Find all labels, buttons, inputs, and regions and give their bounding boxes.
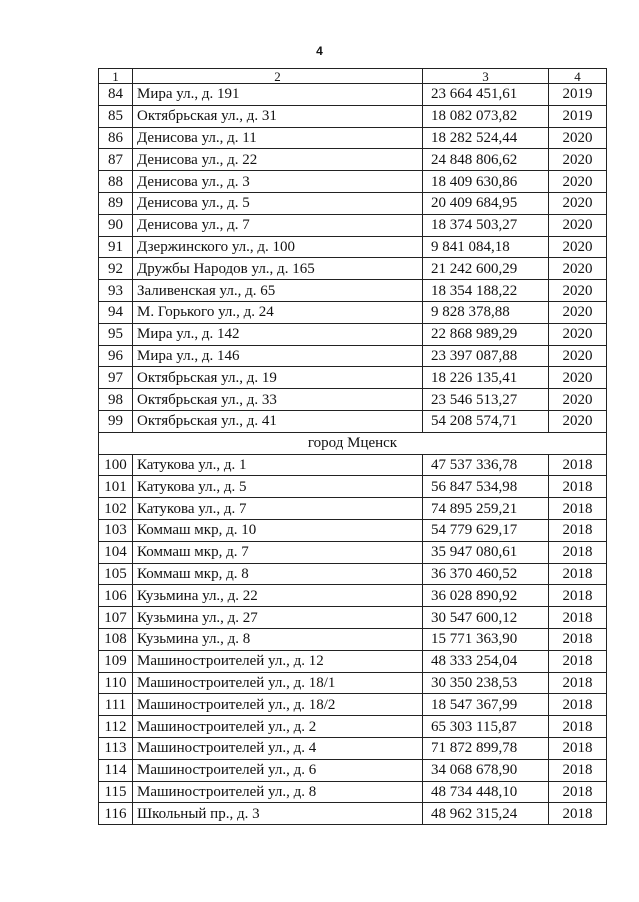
row-address: Дружбы Народов ул., д. 165 <box>133 258 423 280</box>
row-year: 2018 <box>549 716 607 738</box>
row-address: Машиностроителей ул., д. 2 <box>133 716 423 738</box>
row-year: 2020 <box>549 301 607 323</box>
row-number: 89 <box>99 192 133 214</box>
row-address: Машиностроителей ул., д. 18/1 <box>133 672 423 694</box>
row-year: 2020 <box>549 127 607 149</box>
row-amount: 9 841 084,18 <box>423 236 549 258</box>
row-number: 116 <box>99 803 133 825</box>
row-number: 106 <box>99 585 133 607</box>
row-year: 2020 <box>549 236 607 258</box>
row-year: 2020 <box>549 258 607 280</box>
row-address: Машиностроителей ул., д. 12 <box>133 650 423 672</box>
table-row <box>99 585 607 607</box>
row-amount: 15 771 363,90 <box>423 628 549 650</box>
row-year: 2020 <box>549 280 607 302</box>
row-number: 102 <box>99 498 133 520</box>
row-year: 2018 <box>549 498 607 520</box>
row-amount: 9 828 378,88 <box>423 301 549 323</box>
table-row <box>99 716 607 738</box>
table-row <box>99 84 607 106</box>
row-address: Катукова ул., д. 1 <box>133 454 423 476</box>
row-address: Машиностроителей ул., д. 8 <box>133 781 423 803</box>
row-amount: 65 303 115,87 <box>423 716 549 738</box>
row-address: Коммаш мкр, д. 10 <box>133 519 423 541</box>
row-number: 84 <box>99 84 133 106</box>
row-amount: 18 282 524,44 <box>423 127 549 149</box>
row-year: 2018 <box>549 607 607 629</box>
table-row <box>99 345 607 367</box>
row-number: 97 <box>99 367 133 389</box>
row-number: 88 <box>99 171 133 193</box>
row-year: 2019 <box>549 105 607 127</box>
row-address: Октябрьская ул., д. 31 <box>133 105 423 127</box>
row-number: 85 <box>99 105 133 127</box>
row-address: Катукова ул., д. 5 <box>133 476 423 498</box>
register-table-body <box>99 69 607 825</box>
row-number: 113 <box>99 737 133 759</box>
row-number: 93 <box>99 280 133 302</box>
row-address: Денисова ул., д. 22 <box>133 149 423 171</box>
row-address: Мира ул., д. 146 <box>133 345 423 367</box>
row-address: Мира ул., д. 142 <box>133 323 423 345</box>
row-number: 86 <box>99 127 133 149</box>
table-row <box>99 519 607 541</box>
row-number: 101 <box>99 476 133 498</box>
row-year: 2020 <box>549 214 607 236</box>
row-number: 95 <box>99 323 133 345</box>
table-row <box>99 781 607 803</box>
table-row <box>99 563 607 585</box>
row-year: 2020 <box>549 367 607 389</box>
row-year: 2018 <box>549 519 607 541</box>
table-row <box>99 476 607 498</box>
row-address: Коммаш мкр, д. 8 <box>133 563 423 585</box>
row-number: 109 <box>99 650 133 672</box>
row-amount: 36 370 460,52 <box>423 563 549 585</box>
row-number: 107 <box>99 607 133 629</box>
table-row <box>99 541 607 563</box>
table-row <box>99 236 607 258</box>
table-row <box>99 192 607 214</box>
table-row <box>99 127 607 149</box>
table-row <box>99 258 607 280</box>
table-row <box>99 171 607 193</box>
row-amount: 47 537 336,78 <box>423 454 549 476</box>
column-number-row <box>99 69 607 84</box>
column-number-4: 4 <box>549 69 607 84</box>
row-amount: 30 547 600,12 <box>423 607 549 629</box>
row-year: 2018 <box>549 759 607 781</box>
row-year: 2018 <box>549 563 607 585</box>
row-number: 114 <box>99 759 133 781</box>
row-address: Денисова ул., д. 11 <box>133 127 423 149</box>
table-row <box>99 454 607 476</box>
row-address: Октябрьская ул., д. 19 <box>133 367 423 389</box>
register-table <box>98 68 607 825</box>
row-amount: 20 409 684,95 <box>423 192 549 214</box>
row-year: 2018 <box>549 628 607 650</box>
row-number: 100 <box>99 454 133 476</box>
row-year: 2018 <box>549 650 607 672</box>
row-amount: 22 868 989,29 <box>423 323 549 345</box>
row-amount: 24 848 806,62 <box>423 149 549 171</box>
table-row <box>99 803 607 825</box>
row-year: 2020 <box>549 345 607 367</box>
table-row <box>99 628 607 650</box>
row-amount: 54 779 629,17 <box>423 519 549 541</box>
row-amount: 18 374 503,27 <box>423 214 549 236</box>
row-amount: 18 082 073,82 <box>423 105 549 127</box>
column-number-2: 2 <box>133 69 423 84</box>
row-number: 103 <box>99 519 133 541</box>
column-number-1: 1 <box>99 69 133 84</box>
row-address: Машиностроителей ул., д. 6 <box>133 759 423 781</box>
row-amount: 18 226 135,41 <box>423 367 549 389</box>
table-row <box>99 650 607 672</box>
row-address: Октябрьская ул., д. 33 <box>133 389 423 411</box>
row-amount: 18 547 367,99 <box>423 694 549 716</box>
row-address: Кузьмина ул., д. 8 <box>133 628 423 650</box>
row-address: Коммаш мкр, д. 7 <box>133 541 423 563</box>
row-address: Октябрьская ул., д. 41 <box>133 410 423 432</box>
column-number-3: 3 <box>423 69 549 84</box>
row-year: 2018 <box>549 476 607 498</box>
table-row <box>99 389 607 411</box>
row-address: М. Горького ул., д. 24 <box>133 301 423 323</box>
table-row <box>99 694 607 716</box>
row-number: 112 <box>99 716 133 738</box>
table-row <box>99 410 607 432</box>
row-number: 105 <box>99 563 133 585</box>
row-number: 96 <box>99 345 133 367</box>
row-amount: 23 664 451,61 <box>423 84 549 106</box>
row-address: Денисова ул., д. 3 <box>133 171 423 193</box>
row-year: 2018 <box>549 694 607 716</box>
row-number: 92 <box>99 258 133 280</box>
row-address: Заливенская ул., д. 65 <box>133 280 423 302</box>
row-amount: 21 242 600,29 <box>423 258 549 280</box>
row-address: Дзержинского ул., д. 100 <box>133 236 423 258</box>
row-amount: 71 872 899,78 <box>423 737 549 759</box>
row-amount: 36 028 890,92 <box>423 585 549 607</box>
row-year: 2018 <box>549 541 607 563</box>
page-number: 4 <box>316 44 323 58</box>
row-year: 2018 <box>549 454 607 476</box>
row-number: 99 <box>99 410 133 432</box>
row-number: 111 <box>99 694 133 716</box>
table-row <box>99 498 607 520</box>
section-row <box>99 432 607 454</box>
row-address: Школьный пр., д. 3 <box>133 803 423 825</box>
row-amount: 48 734 448,10 <box>423 781 549 803</box>
row-amount: 74 895 259,21 <box>423 498 549 520</box>
row-year: 2018 <box>549 803 607 825</box>
table-row <box>99 301 607 323</box>
row-amount: 18 409 630,86 <box>423 171 549 193</box>
row-address: Денисова ул., д. 7 <box>133 214 423 236</box>
table-row <box>99 323 607 345</box>
table-row <box>99 280 607 302</box>
row-number: 115 <box>99 781 133 803</box>
row-amount: 34 068 678,90 <box>423 759 549 781</box>
row-number: 87 <box>99 149 133 171</box>
table-row <box>99 672 607 694</box>
row-number: 108 <box>99 628 133 650</box>
row-amount: 23 546 513,27 <box>423 389 549 411</box>
table-row <box>99 214 607 236</box>
row-amount: 35 947 080,61 <box>423 541 549 563</box>
row-number: 91 <box>99 236 133 258</box>
table-row <box>99 105 607 127</box>
row-amount: 18 354 188,22 <box>423 280 549 302</box>
row-amount: 48 962 315,24 <box>423 803 549 825</box>
row-number: 94 <box>99 301 133 323</box>
row-address: Денисова ул., д. 5 <box>133 192 423 214</box>
row-amount: 23 397 087,88 <box>423 345 549 367</box>
row-year: 2018 <box>549 737 607 759</box>
row-year: 2020 <box>549 171 607 193</box>
row-year: 2020 <box>549 389 607 411</box>
row-address: Машиностроителей ул., д. 4 <box>133 737 423 759</box>
row-address: Машиностроителей ул., д. 18/2 <box>133 694 423 716</box>
table-row <box>99 759 607 781</box>
row-year: 2018 <box>549 585 607 607</box>
table-row <box>99 737 607 759</box>
row-year: 2020 <box>549 192 607 214</box>
row-amount: 54 208 574,71 <box>423 410 549 432</box>
row-amount: 56 847 534,98 <box>423 476 549 498</box>
row-amount: 48 333 254,04 <box>423 650 549 672</box>
table-row <box>99 367 607 389</box>
row-number: 110 <box>99 672 133 694</box>
row-year: 2020 <box>549 149 607 171</box>
row-number: 104 <box>99 541 133 563</box>
row-year: 2019 <box>549 84 607 106</box>
row-year: 2020 <box>549 323 607 345</box>
row-number: 90 <box>99 214 133 236</box>
table-row <box>99 149 607 171</box>
row-year: 2018 <box>549 672 607 694</box>
row-number: 98 <box>99 389 133 411</box>
row-address: Кузьмина ул., д. 27 <box>133 607 423 629</box>
row-address: Мира ул., д. 191 <box>133 84 423 106</box>
row-address: Кузьмина ул., д. 22 <box>133 585 423 607</box>
row-year: 2018 <box>549 781 607 803</box>
row-year: 2020 <box>549 410 607 432</box>
section-title: город Мценск <box>99 432 607 454</box>
table-row <box>99 607 607 629</box>
row-address: Катукова ул., д. 7 <box>133 498 423 520</box>
row-amount: 30 350 238,53 <box>423 672 549 694</box>
